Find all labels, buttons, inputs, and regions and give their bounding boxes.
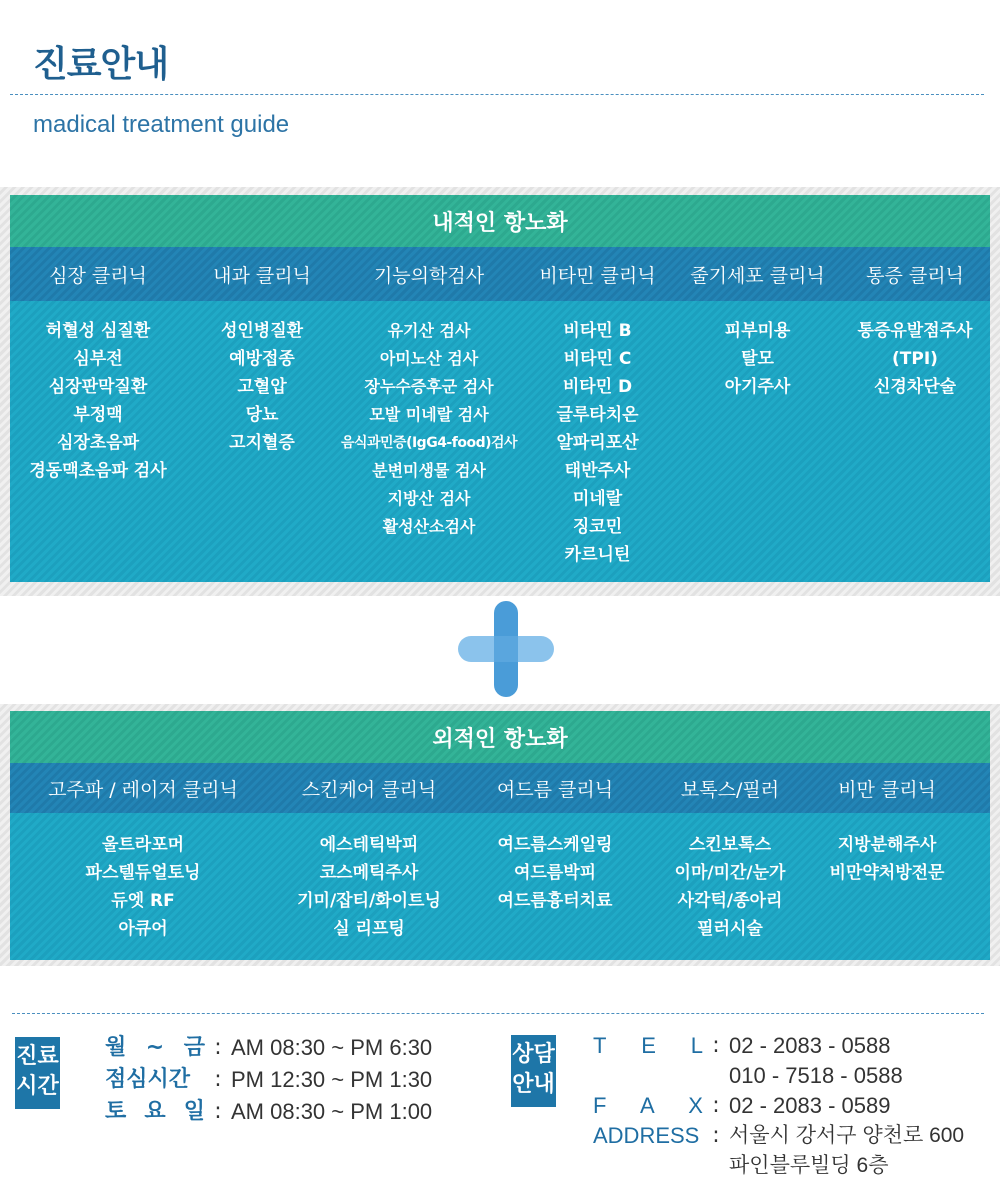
hours-label (105, 1064, 205, 1096)
list-item: 아미노산 검사 (379, 349, 479, 368)
list-item: 울트라포머 (101, 835, 185, 855)
list-item: 스킨보톡스 (688, 835, 772, 855)
hours-value: AM 08:30 ~ PM 6:30 (231, 1035, 433, 1060)
empty-label (593, 1061, 703, 1091)
list-item: 에스테틱박피 (319, 835, 419, 855)
hours-table (105, 1032, 432, 1128)
list-item: 고혈압 (237, 377, 287, 397)
list-item: 사각턱/종아리 (677, 891, 783, 911)
hours-badge-line: 시간 (16, 1074, 59, 1099)
list-item: 경동맥초음파 검사 (29, 461, 167, 481)
address-label: ADDRESS (593, 1123, 700, 1148)
hours-separator: : (214, 1067, 222, 1092)
external-heading: 외적인 항노화 (10, 711, 990, 763)
list-item: 탈모 (741, 349, 774, 369)
contact-row-address (593, 1121, 964, 1181)
list-item: 필러시술 (697, 919, 763, 939)
hours-badge (15, 1037, 60, 1109)
hours-label-part: 토 (105, 1099, 127, 1124)
hours-label-part: 점심시간 (105, 1067, 191, 1092)
category-vitamin-clinic[interactable]: 비타민 클리닉 (539, 264, 656, 287)
hours-value: AM 08:30 ~ PM 1:00 (231, 1099, 433, 1124)
list-item: 허혈성 심질환 (45, 321, 151, 341)
internal-box (10, 195, 990, 582)
list-item: 모발 미네랄 검사 (369, 405, 489, 424)
list-item: 비타민 B (563, 321, 632, 341)
tel-number[interactable]: 02 - 2083 - 0588 (729, 1033, 891, 1058)
address-value (729, 1121, 964, 1181)
hours-row-lunch (105, 1064, 432, 1096)
obesity-clinic-list (812, 831, 962, 943)
category-functional-test[interactable]: 기능의학검사 (373, 264, 485, 287)
hours-label (105, 1032, 205, 1064)
hours-separator: : (214, 1099, 222, 1124)
list-item: 여드름스케일링 (497, 835, 613, 855)
acne-clinic-list (462, 831, 648, 943)
contact-badge (511, 1035, 556, 1107)
list-item: 여드름박피 (513, 863, 597, 883)
stemcell-clinic-list (675, 317, 840, 569)
list-item: 피부미용 (724, 321, 791, 341)
internal-panel (0, 187, 1000, 596)
fax-label-part: A (640, 1093, 655, 1118)
category-heart-clinic[interactable]: 심장 클리닉 (49, 264, 147, 287)
external-columns (10, 813, 990, 943)
list-item: 비만약처방전문 (829, 863, 945, 883)
contact-row-tel (593, 1031, 964, 1061)
list-item: 음식과민증(IgG4-food)검사 (340, 435, 518, 451)
list-item: 여드름흉터치료 (497, 891, 613, 911)
contact-row-mobile (593, 1061, 964, 1091)
contact-row-fax (593, 1091, 964, 1121)
plus-icon-center (494, 636, 518, 662)
list-item: 예방접종 (229, 349, 295, 369)
list-item: 비타민 C (563, 349, 632, 369)
address-line: 파인블루빌딩 6층 (729, 1154, 889, 1177)
laser-clinic-list (10, 831, 276, 943)
list-item: 태반주사 (564, 461, 631, 481)
list-item: 파스텔듀얼토닝 (85, 863, 201, 883)
list-item: 비타민 D (562, 377, 633, 397)
internal-columns (10, 301, 990, 569)
tel-label-part: E (641, 1033, 656, 1058)
footer-divider (12, 1013, 984, 1014)
category-pain-clinic[interactable]: 통증 클리닉 (866, 264, 964, 287)
pain-clinic-list (840, 317, 990, 569)
list-item: 당뇨 (245, 405, 279, 425)
category-botox-filler[interactable]: 보톡스/필러 (680, 778, 780, 801)
tel-label (593, 1031, 703, 1061)
hours-label (105, 1096, 205, 1128)
mobile-number[interactable]: 010 - 7518 - 0588 (729, 1063, 903, 1088)
list-item: 분변미생물 검사 (372, 461, 486, 480)
fax-label-part: F (593, 1093, 607, 1118)
list-item: 심부전 (73, 349, 123, 369)
contact-badge-line: 안내 (512, 1072, 555, 1097)
functional-test-list (338, 317, 520, 569)
vitamin-clinic-list (520, 317, 675, 569)
list-item: 지방분해주사 (837, 835, 937, 855)
hours-row-weekday (105, 1032, 432, 1064)
list-item: 코스메틱주사 (319, 863, 419, 883)
contact-separator: : (712, 1123, 720, 1148)
list-item: 아기주사 (724, 377, 791, 397)
category-acne-clinic[interactable]: 여드름 클리닉 (496, 778, 614, 801)
list-item: 성인병질환 (220, 321, 304, 341)
internal-medicine-list (186, 317, 338, 569)
fax-number: 02 - 2083 - 0589 (729, 1093, 891, 1118)
list-item: 알파리포산 (556, 433, 639, 453)
hours-label-part: ~ (145, 1035, 165, 1060)
list-item: 미네랄 (572, 489, 623, 509)
hours-label-part: 금 (183, 1035, 205, 1060)
title-divider (10, 94, 984, 95)
list-item: 장누수증후군 검사 (364, 377, 494, 396)
list-item: 듀엣 RF (111, 891, 175, 911)
list-item: 카르니틴 (564, 545, 631, 565)
contact-table (593, 1031, 964, 1181)
list-item: 부정맥 (73, 405, 123, 425)
list-item: 아큐어 (118, 919, 168, 939)
botox-filler-list (648, 831, 812, 943)
category-internal-medicine[interactable]: 내과 클리닉 (213, 264, 311, 287)
skincare-clinic-list (276, 831, 462, 943)
empty-separator (703, 1061, 729, 1091)
page-title: 진료안내 (33, 44, 169, 85)
hours-label-part: 요 (144, 1099, 166, 1124)
list-item: 신경차단술 (873, 377, 957, 397)
list-item: 심장초음파 (56, 433, 140, 453)
external-category-bar (10, 763, 990, 813)
category-skincare-clinic[interactable]: 스킨케어 클리닉 (301, 778, 437, 801)
list-item: 통증유발점주사 (857, 321, 973, 341)
list-item: 기미/잡티/화이트닝 (297, 891, 441, 911)
heart-clinic-list (10, 317, 186, 569)
list-item: 활성산소검사 (382, 517, 476, 536)
address-line: 서울시 강서구 양천로 600 (729, 1124, 965, 1147)
contact-badge-line: 상담 (512, 1042, 555, 1067)
list-item: 징코민 (572, 517, 623, 537)
list-item: 고지혈증 (229, 433, 295, 453)
fax-label-part: X (688, 1093, 703, 1118)
contact-separator: : (712, 1093, 720, 1118)
page-subtitle: madical treatment guide (33, 111, 290, 138)
hours-badge-line: 진료 (16, 1044, 59, 1069)
category-stemcell-clinic[interactable]: 줄기세포 클리닉 (690, 264, 825, 287)
internal-category-bar (10, 247, 990, 301)
tel-label-part: L (690, 1033, 703, 1058)
hours-label-part: 일 (183, 1099, 205, 1124)
hours-label-part: 월 (105, 1035, 127, 1060)
external-panel (0, 704, 1000, 966)
tel-label-part: T (593, 1033, 607, 1058)
fax-label (593, 1091, 703, 1121)
list-item: 심장판막질환 (48, 377, 148, 397)
list-item: (TPI) (892, 349, 938, 369)
hours-value: PM 12:30 ~ PM 1:30 (231, 1067, 433, 1092)
hours-row-saturday (105, 1096, 432, 1128)
list-item: 유기산 검사 (387, 321, 471, 340)
list-item: 실 리프팅 (333, 919, 405, 939)
contact-separator: : (712, 1033, 720, 1058)
category-laser-clinic[interactable]: 고주파 / 레이저 클리닉 (48, 778, 238, 801)
list-item: 이마/미간/눈가 (674, 863, 786, 883)
external-box (10, 711, 990, 960)
category-obesity-clinic[interactable]: 비만 클리닉 (838, 778, 936, 801)
internal-heading: 내적인 항노화 (10, 195, 990, 247)
list-item: 지방산 검사 (387, 489, 471, 508)
hours-separator: : (214, 1035, 222, 1060)
list-item: 글루타치온 (556, 405, 639, 425)
